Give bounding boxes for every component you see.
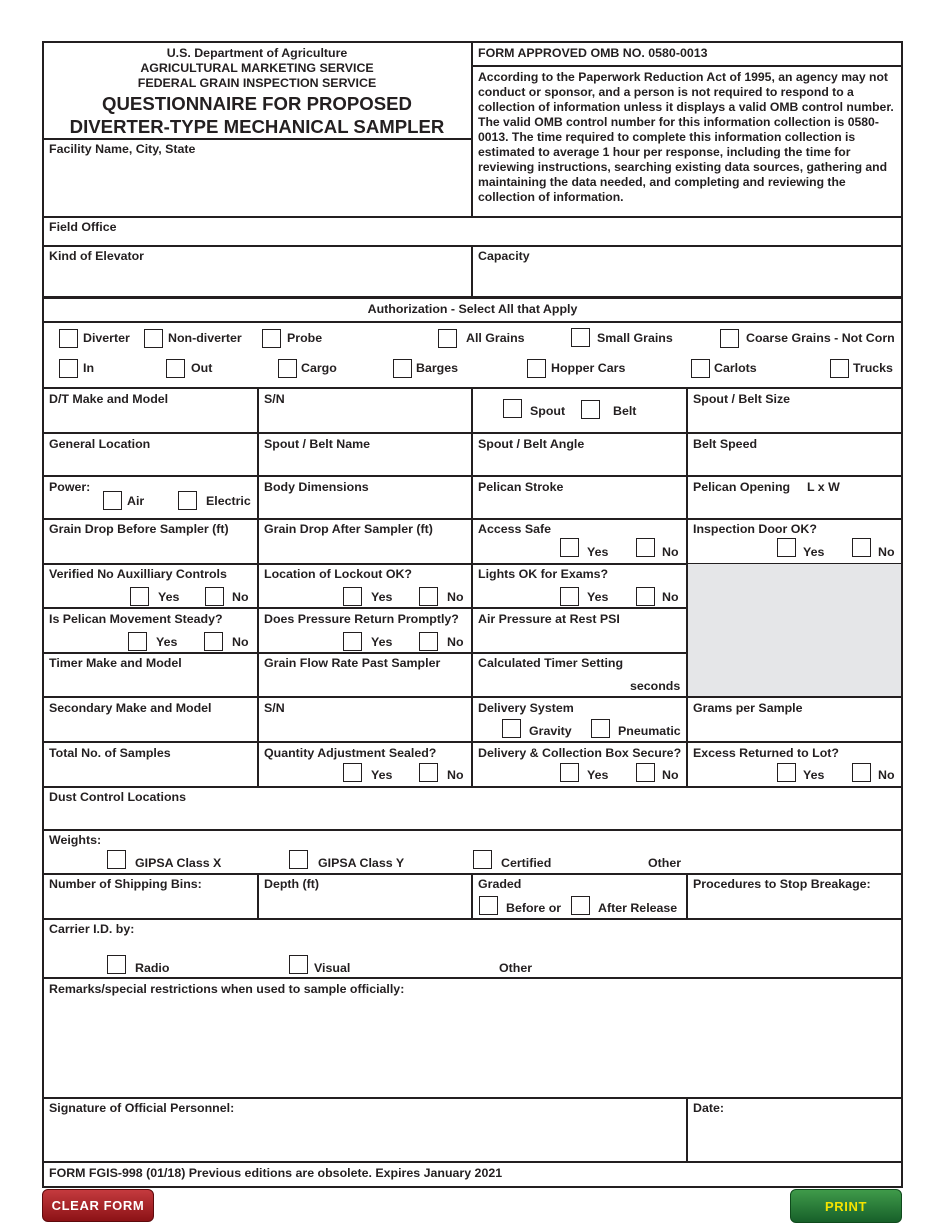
agency-line-3: FEDERAL GRAIN INSPECTION SERVICE (137, 76, 377, 90)
pelican-steady-label: Is Pelican Movement Steady? (49, 612, 223, 626)
radio-label: Radio (135, 961, 170, 975)
delivery-box-yes-label: Yes (587, 768, 609, 782)
excess-returned-yes-label: Yes (803, 768, 825, 782)
excess-returned-no-checkbox[interactable] (852, 763, 871, 782)
trucks-checkbox[interactable] (830, 359, 849, 378)
carlots-label: Carlots (714, 361, 757, 375)
out-label: Out (191, 361, 213, 375)
gravity-checkbox[interactable] (502, 719, 521, 738)
pneumatic-label: Pneumatic (618, 724, 681, 738)
inspection-door-no-label: No (878, 545, 895, 559)
grain-drop-after-label: Grain Drop After Sampler (ft) (264, 522, 433, 536)
location-lockout-no-label: No (447, 590, 464, 604)
radio-checkbox[interactable] (107, 955, 126, 974)
pelican-steady-yes-checkbox[interactable] (128, 632, 147, 651)
in-checkbox[interactable] (59, 359, 78, 378)
agency-line-1: U.S. Department of Agriculture (166, 46, 348, 60)
trucks-label: Trucks (853, 361, 893, 375)
gipsa-y-label: GIPSA Class Y (318, 856, 405, 870)
date-label: Date: (693, 1101, 724, 1115)
coarse-grains-checkbox[interactable] (720, 329, 739, 348)
location-lockout-no-checkbox[interactable] (419, 587, 438, 606)
access-safe-no-label: No (662, 545, 679, 559)
body-dimensions-label: Body Dimensions (264, 480, 369, 494)
general-location-label: General Location (49, 437, 151, 451)
authorization-heading: Authorization - Select All that Apply (367, 302, 578, 316)
belt-label: Belt (613, 404, 637, 418)
delivery-box-no-label: No (662, 768, 679, 782)
cargo-label: Cargo (301, 361, 337, 375)
print-button[interactable]: PRINT (790, 1189, 902, 1223)
gipsa-x-label: GIPSA Class X (135, 856, 222, 870)
pressure-return-yes-label: Yes (371, 635, 393, 649)
after-release-checkbox[interactable] (571, 896, 590, 915)
non-diverter-checkbox[interactable] (144, 329, 163, 348)
air-checkbox[interactable] (103, 491, 122, 510)
pressure-return-no-label: No (447, 635, 464, 649)
coarse-grains-label: Coarse Grains - Not Corn (746, 331, 895, 345)
after-release-label: After Release (598, 901, 678, 915)
grams-per-sample-label: Grams per Sample (693, 701, 803, 715)
shipping-bins-label: Number of Shipping Bins: (49, 877, 202, 891)
pressure-return-yes-checkbox[interactable] (343, 632, 362, 651)
air-label: Air (127, 494, 145, 508)
pressure-return-label: Does Pressure Return Promptly? (264, 612, 459, 626)
verified-aux-yes-checkbox[interactable] (130, 587, 149, 606)
belt-speed-label: Belt Speed (693, 437, 758, 451)
inspection-door-yes-checkbox[interactable] (777, 538, 796, 557)
lights-ok-no-checkbox[interactable] (636, 587, 655, 606)
delivery-box-label: Delivery & Collection Box Secure? (478, 746, 682, 760)
pelican-stroke-label: Pelican Stroke (478, 480, 564, 494)
location-lockout-yes-checkbox[interactable] (343, 587, 362, 606)
barges-checkbox[interactable] (393, 359, 412, 378)
electric-label: Electric (206, 494, 251, 508)
probe-label: Probe (287, 331, 323, 345)
inspection-door-yes-label: Yes (803, 545, 825, 559)
agency-line-2: AGRICULTURAL MARKETING SERVICE (140, 61, 374, 75)
qty-adjust-no-label: No (447, 768, 464, 782)
barges-label: Barges (416, 361, 459, 375)
pelican-steady-no-checkbox[interactable] (204, 632, 223, 651)
delivery-system-label: Delivery System (478, 701, 574, 715)
all-grains-checkbox[interactable] (438, 329, 457, 348)
spout-belt-size-label: Spout / Belt Size (693, 392, 791, 406)
carrier-id-label: Carrier I.D. by: (49, 922, 135, 936)
form-id-footer: FORM FGIS-998 (01/18) Previous editions are obsolete. Expires January 2021 (49, 1166, 503, 1180)
verified-aux-no-checkbox[interactable] (205, 587, 224, 606)
small-grains-checkbox[interactable] (571, 328, 590, 347)
pressure-return-no-checkbox[interactable] (419, 632, 438, 651)
power-label: Power: (49, 480, 91, 494)
timer-make-label: Timer Make and Model (49, 656, 182, 670)
diverter-label: Diverter (83, 331, 130, 345)
pelican-steady-no-label: No (232, 635, 249, 649)
hopper-cars-label: Hopper Cars (551, 361, 626, 375)
kind-of-elevator-label: Kind of Elevator (49, 249, 145, 263)
signature-label: Signature of Official Personnel: (49, 1101, 235, 1115)
location-lockout-yes-label: Yes (371, 590, 393, 604)
cargo-checkbox[interactable] (278, 359, 297, 378)
spout-checkbox[interactable] (503, 399, 522, 418)
calc-timer-label: Calculated Timer Setting (478, 656, 624, 670)
access-safe-yes-label: Yes (587, 545, 609, 559)
pneumatic-checkbox[interactable] (591, 719, 610, 738)
pelican-opening-label: Pelican Opening (693, 480, 791, 494)
access-safe-label: Access Safe (478, 522, 552, 536)
qty-adjust-label: Quantity Adjustment Sealed? (264, 746, 437, 760)
remarks-label: Remarks/special restrictions when used to sample officially: (49, 982, 405, 996)
air-pressure-label: Air Pressure at Rest PSI (478, 612, 620, 626)
verified-aux-no-label: No (232, 590, 249, 604)
field-office-label: Field Office (49, 220, 117, 234)
small-grains-label: Small Grains (597, 331, 673, 345)
dt-make-model-label: D/T Make and Model (49, 392, 169, 406)
visual-label: Visual (314, 961, 351, 975)
graded-label: Graded (478, 877, 522, 891)
excess-returned-label: Excess Returned to Lot? (693, 746, 839, 760)
before-or-label: Before or (506, 901, 562, 915)
carlots-checkbox[interactable] (691, 359, 710, 378)
paperwork-notice: According to the Paperwork Reduction Act of 1995, an agency may not conduct or sponsor, and a person is not required to respond to a collection of information unless it displays a valid OMB control number. The valid OMB control number for this information collection is 0580-0013. The time required to complete this information collection is estimated to average 1 hour per response, including the time for reviewing instructions, searching existing data sources, gathering and maintaining the data needed, and completing and reviewing the collection of information. (478, 70, 894, 204)
spout-belt-angle-label: Spout / Belt Angle (478, 437, 585, 451)
lxw-label: L x W (807, 480, 840, 494)
diverter-checkbox[interactable] (59, 329, 78, 348)
verified-aux-label: Verified No Auxilliary Controls (49, 567, 227, 581)
access-safe-yes-checkbox[interactable] (560, 538, 579, 557)
dust-control-label: Dust Control Locations (49, 790, 186, 804)
delivery-box-no-checkbox[interactable] (636, 763, 655, 782)
form-title-line-1: QUESTIONNAIRE FOR PROPOSED (102, 93, 412, 114)
clear-form-button[interactable]: CLEAR FORM (42, 1189, 154, 1222)
weights-label: Weights: (49, 833, 102, 847)
probe-checkbox[interactable] (262, 329, 281, 348)
procedures-label: Procedures to Stop Breakage: (693, 877, 871, 891)
delivery-box-yes-checkbox[interactable] (560, 763, 579, 782)
inspection-door-label: Inspection Door OK? (693, 522, 817, 536)
in-label: In (83, 361, 95, 375)
total-samples-label: Total No. of Samples (49, 746, 171, 760)
secondary-make-label: Secondary Make and Model (49, 701, 212, 715)
inspection-door-no-checkbox[interactable] (852, 538, 871, 557)
visual-checkbox[interactable] (289, 955, 308, 974)
gipsa-x-checkbox[interactable] (107, 850, 126, 869)
facility-label: Facility Name, City, State (49, 142, 196, 156)
non-diverter-label: Non-diverter (168, 331, 242, 345)
qty-adjust-no-checkbox[interactable] (419, 763, 438, 782)
access-safe-no-checkbox[interactable] (636, 538, 655, 557)
out-checkbox[interactable] (166, 359, 185, 378)
carrier-other-label: Other (499, 961, 533, 975)
qty-adjust-yes-checkbox[interactable] (343, 763, 362, 782)
grain-flow-label: Grain Flow Rate Past Sampler (264, 656, 441, 670)
location-lockout-label: Location of Lockout OK? (264, 567, 412, 581)
shaded-blank-cell (688, 564, 901, 696)
excess-returned-yes-checkbox[interactable] (777, 763, 796, 782)
spout-belt-name-label: Spout / Belt Name (264, 437, 371, 451)
certified-checkbox[interactable] (473, 850, 492, 869)
electric-checkbox[interactable] (178, 491, 197, 510)
sn-label: S/N (264, 392, 285, 406)
lights-ok-no-label: No (662, 590, 679, 604)
verified-aux-yes-label: Yes (158, 590, 180, 604)
belt-checkbox[interactable] (581, 400, 600, 419)
grain-drop-before-label: Grain Drop Before Sampler (ft) (49, 522, 229, 536)
depth-label: Depth (ft) (264, 877, 320, 891)
spout-label: Spout (530, 404, 566, 418)
lights-ok-yes-checkbox[interactable] (560, 587, 579, 606)
all-grains-label: All Grains (466, 331, 525, 345)
gipsa-y-checkbox[interactable] (289, 850, 308, 869)
hopper-cars-checkbox[interactable] (527, 359, 546, 378)
qty-adjust-yes-label: Yes (371, 768, 393, 782)
excess-returned-no-label: No (878, 768, 895, 782)
capacity-label: Capacity (478, 249, 530, 263)
lights-ok-yes-label: Yes (587, 590, 609, 604)
before-checkbox[interactable] (479, 896, 498, 915)
weights-other-label: Other (648, 856, 682, 870)
pelican-steady-yes-label: Yes (156, 635, 178, 649)
form-title-line-2: DIVERTER-TYPE MECHANICAL SAMPLER (69, 116, 445, 137)
omb-number: FORM APPROVED OMB NO. 0580-0013 (478, 46, 708, 60)
gravity-label: Gravity (529, 724, 572, 738)
certified-label: Certified (501, 856, 552, 870)
sn-secondary-label: S/N (264, 701, 285, 715)
lights-ok-label: Lights OK for Exams? (478, 567, 609, 581)
seconds-label: seconds (630, 679, 681, 693)
